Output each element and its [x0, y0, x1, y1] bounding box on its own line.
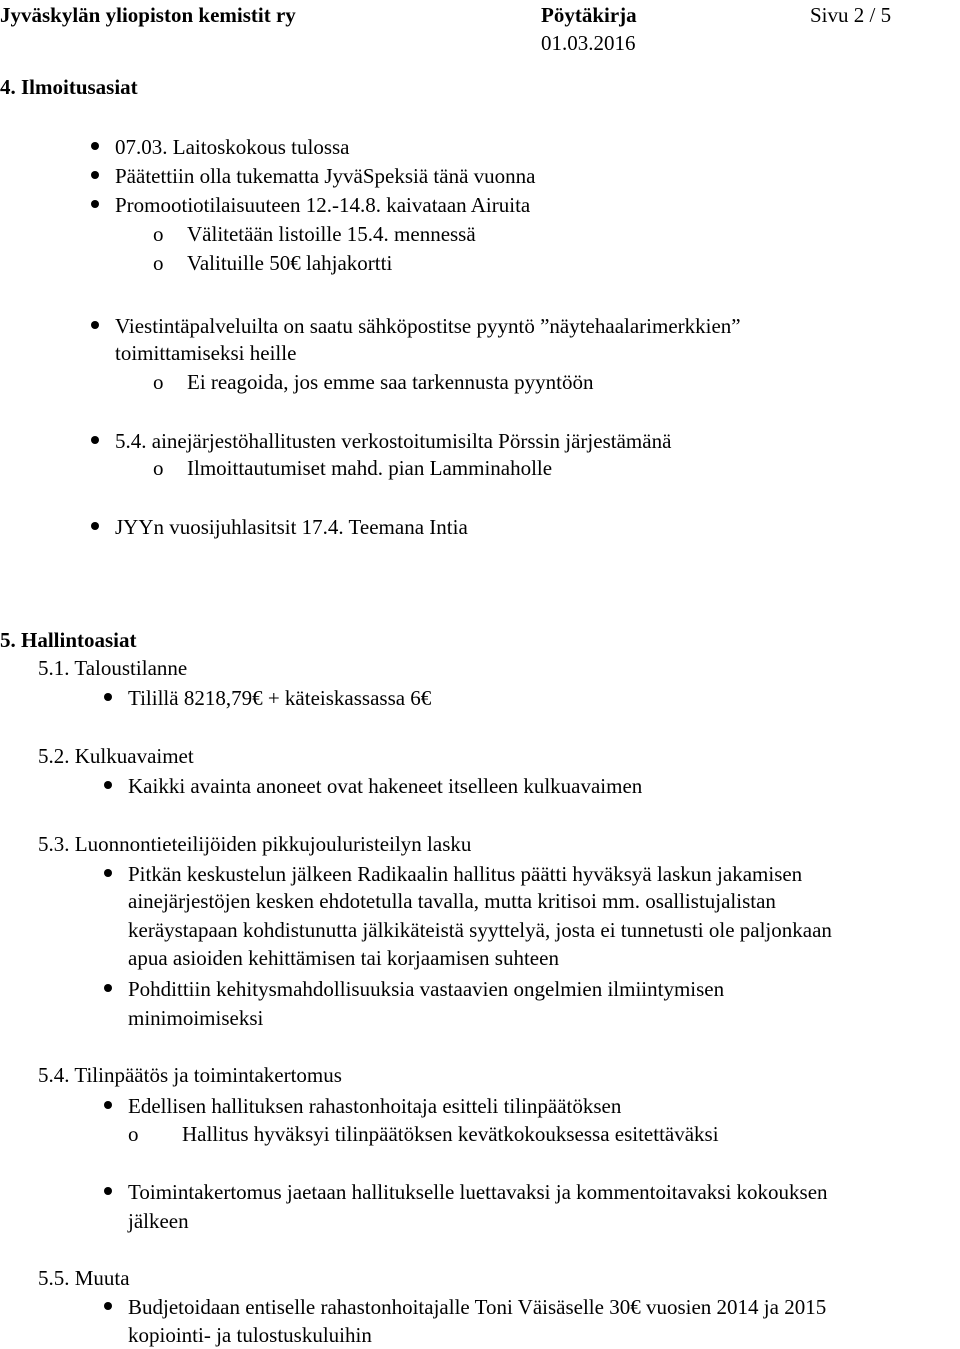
sub-list-item: Ilmoittautumiset mahd. pian Lamminaholle: [187, 456, 553, 480]
bullet: [104, 781, 112, 789]
list-item-cont: ainejärjestöjen kesken ehdotetulla tavalla, mutta kritisoi mm. osallistujalistan: [128, 889, 776, 913]
list-item: JYYn vuosijuhlasitsit 17.4. Teemana Intia: [115, 515, 468, 539]
bullet: [104, 1302, 112, 1310]
list-item-cont: jälkeen: [128, 1209, 189, 1233]
section-5-title: 5. Hallintoasiat: [0, 628, 137, 652]
bullet: [91, 321, 99, 329]
sub-list-item: Ei reagoida, jos emme saa tarkennusta pyyntöön: [187, 370, 594, 394]
bullet: [91, 200, 99, 208]
header-page: Sivu 2 / 5: [810, 3, 892, 27]
bullet: [104, 869, 112, 877]
sub-bullet-marker: o: [153, 370, 164, 394]
bullet: [91, 171, 99, 179]
subsection-title: 5.5. Muuta: [38, 1266, 130, 1290]
list-item: Päätettiin olla tukematta JyväSpeksiä tänä vuonna: [115, 164, 536, 188]
header-date: 01.03.2016: [541, 31, 636, 55]
list-item: Toimintakertomus jaetaan hallitukselle luettavaksi ja kommentoitavaksi kokouksen: [128, 1180, 828, 1204]
sub-bullet-marker: o: [153, 222, 164, 246]
subsection-title: 5.4. Tilinpäätös ja toimintakertomus: [38, 1063, 342, 1087]
sub-bullet-marker: o: [153, 251, 164, 275]
list-item: Kaikki avainta anoneet ovat hakeneet itselleen kulkuavaimen: [128, 774, 643, 798]
list-item: Pitkän keskustelun jälkeen Radikaalin hallitus päätti hyväksyä laskun jakamisen: [128, 862, 803, 886]
section-4-title: 4. Ilmoitusasiat: [0, 75, 138, 99]
list-item: Edellisen hallituksen rahastonhoitaja esitteli tilinpäätöksen: [128, 1094, 622, 1118]
list-item: Tilillä 8218,79€ + käteiskassassa 6€: [128, 686, 432, 710]
bullet: [104, 1187, 112, 1195]
header-org: Jyväskylän yliopiston kemistit ry: [0, 3, 296, 27]
list-item: Budjetoidaan entiselle rahastonhoitajalle Toni Väisäselle 30€ vuosien 2014 ja 2015: [128, 1295, 827, 1319]
subsection-title: 5.2. Kulkuavaimet: [38, 744, 194, 768]
bullet: [104, 1101, 112, 1109]
list-item: Viestintäpalveluilta on saatu sähköpostitse pyyntö ”näytehaalarimerkkien”: [115, 314, 741, 338]
sub-list-item: Välitetään listoille 15.4. mennessä: [187, 222, 476, 246]
list-item-cont: apua asioiden kehittämisen tai korjaamisen suhteen: [128, 946, 559, 970]
list-item: 5.4. ainejärjestöhallitusten verkostoitumisilta Pörssin järjestämänä: [115, 429, 672, 453]
list-item: 07.03. Laitoskokous tulossa: [115, 135, 350, 159]
list-item: Promootiotilaisuuteen 12.-14.8. kaivataan Airuita: [115, 193, 531, 217]
list-item-cont: kopiointi- ja tulostuskuluihin: [128, 1323, 372, 1347]
sub-list-item: Hallitus hyväksyi tilinpäätöksen kevätkokouksessa esitettäväksi: [182, 1122, 719, 1146]
bullet: [104, 984, 112, 992]
bullet: [91, 142, 99, 150]
subsection-title: 5.3. Luonnontieteilijöiden pikkujouluristeilyn lasku: [38, 832, 472, 856]
list-item-cont: toimittamiseksi heille: [115, 341, 297, 365]
list-item-cont: minimoimiseksi: [128, 1006, 264, 1030]
list-item-cont: keräystapaan kohdistunutta jälkikäteistä syyttelyä, josta ei tunnetusti ole paljonkaan: [128, 918, 832, 942]
sub-bullet-marker: o: [128, 1122, 139, 1146]
subsection-title: 5.1. Taloustilanne: [38, 656, 188, 680]
bullet: [91, 522, 99, 530]
sub-bullet-marker: o: [153, 456, 164, 480]
list-item: Pohdittiin kehitysmahdollisuuksia vastaavien ongelmien ilmiintymisen: [128, 977, 725, 1001]
sub-list-item: Valituille 50€ lahjakortti: [187, 251, 393, 275]
bullet: [91, 436, 99, 444]
header-doc-type: Pöytäkirja: [541, 3, 637, 27]
bullet: [104, 693, 112, 701]
